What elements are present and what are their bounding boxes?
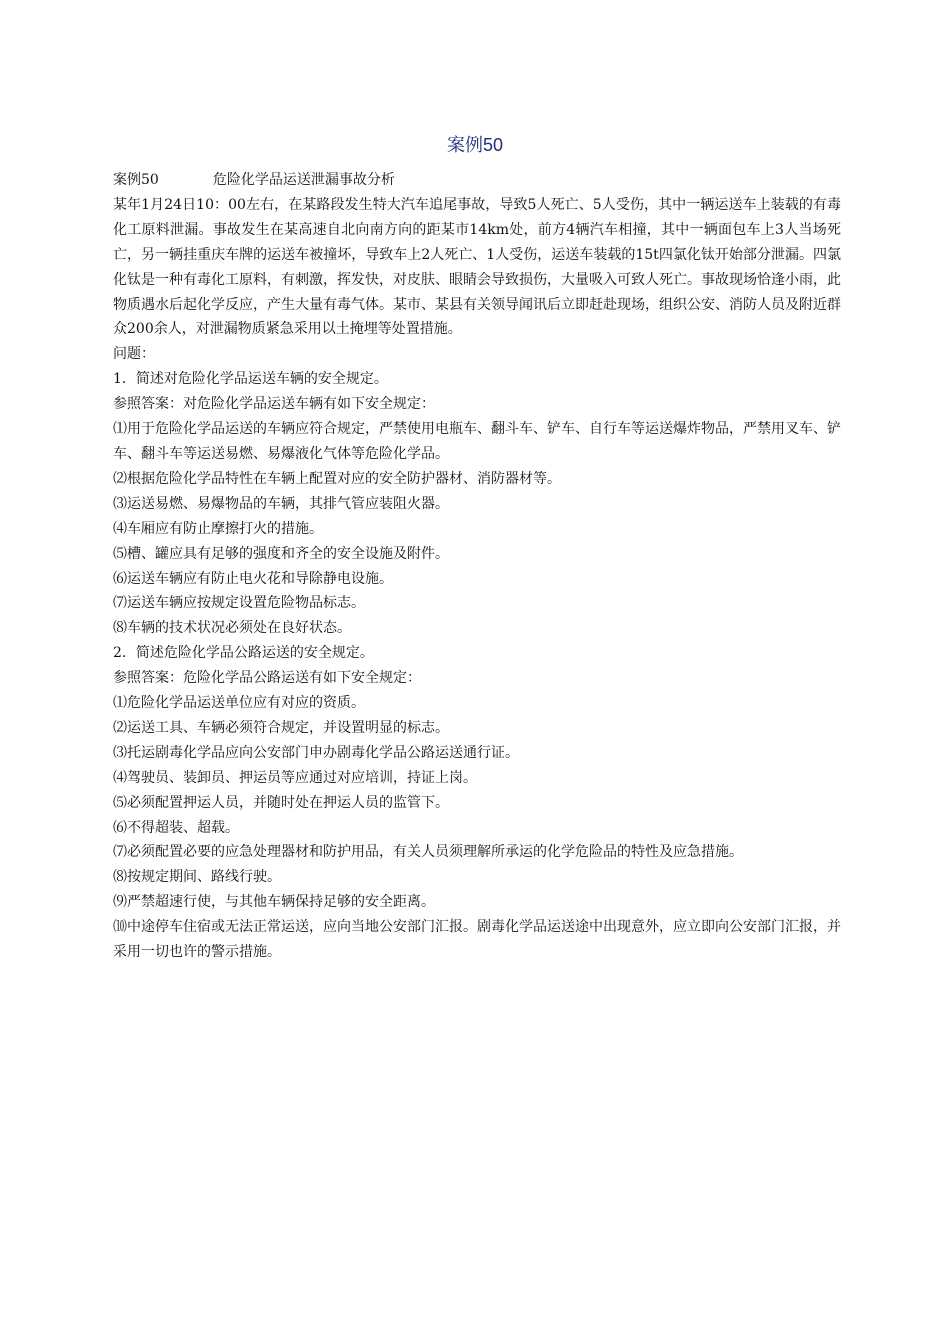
- answer-1-item: ⑷车厢应有防止摩擦打火的措施。: [113, 520, 323, 537]
- answer-1-item: ⑺运送车辆应按规定设置危险物品标志。: [113, 595, 365, 612]
- answer-2-item: ⑻按规定期间、路线行驶。: [113, 869, 281, 886]
- answer-2-item: ⑽中途停车住宿或无法正常运送，应向当地公安部门汇报。剧毒化学品运送途中出现意外，应立即向公安部门汇报，并采用一切也许的警示措施。: [113, 919, 841, 961]
- case-subtitle: [113, 168, 841, 193]
- questions-label: 问题：: [113, 346, 155, 363]
- answer-1-item: ⑴用于危险化学品运送的车辆应符合规定，严禁使用电瓶车、翻斗车、铲车、自行车等运送爆炸物品，严禁用叉车、铲车、翻斗车等运送易燃、易爆液化气体等危险化学品。: [113, 421, 841, 462]
- answer-2-item: ⑴危险化学品运送单位应有对应的资质。: [113, 695, 365, 712]
- answer-2-intro: 参照答案：危险化学品公路运送有如下安全规定：: [113, 670, 421, 687]
- answer-2-item: ⑷驾驶员、装卸员、押运员等应通过对应培训，持证上岗。: [113, 769, 477, 786]
- question-1: 1．简述对危险化学品运送车辆的安全规定。: [113, 371, 388, 388]
- document-title: 案例50: [446, 135, 504, 155]
- answer-1-item: ⑶运送易燃、易爆物品的车辆，其排气管应装阻火器。: [113, 495, 449, 512]
- answer-1-intro: 参照答案：对危险化学品运送车辆有如下安全规定：: [113, 396, 435, 413]
- answer-1-item: ⑸槽、罐应具有足够的强度和齐全的安全设施及附件。: [113, 545, 449, 562]
- answer-2-item: ⑺必须配置必要的应急处理器材和防护用品，有关人员须理解所承运的化学危险品的特性及应急措施。: [113, 844, 743, 861]
- question-2: 2．简述危险化学品公路运送的安全规定。: [113, 645, 374, 662]
- case-label: 案例50: [113, 172, 159, 188]
- answer-1-item: ⑹运送车辆应有防止电火花和导除静电设施。: [113, 570, 393, 587]
- answer-2-item: ⑼严禁超速行使，与其他车辆保持足够的安全距离。: [113, 894, 435, 911]
- case-heading: 危险化学品运送泄漏事故分析: [212, 172, 395, 188]
- answer-2-item: ⑹不得超装、超载。: [113, 819, 239, 836]
- intro-paragraph: 某年1月24日10：00左右，在某路段发生特大汽车追尾事故，导致5人死亡、5人受伤，其中一辆运送车上装载的有毒化工原料泄漏。事故发生在某高速自北向南方向的距某市14km处，前方4辆汽车相撞，其中一辆面包车上3人当场死亡，另一辆挂重庆车牌的运送车被撞坏，导致车上2人死亡、1人受伤，运送车装载的15t四氯化钛开始部分泄漏。四氯化钛是一种有毒化工原料，有刺激，挥发快，对皮肤、眼睛会导致损伤，大量吸入可致人死亡。事故现场恰逢小雨，此物质遇水后起化学反应，产生大量有毒气体。某市、某县有关领导闻讯后立即赶赴现场，组织公安、消防人员及附近群众200余人，对泄漏物质紧急采用以土掩埋等处置措施。: [113, 196, 841, 338]
- answer-1-item: ⑻车辆的技术状况必须处在良好状态。: [113, 620, 351, 637]
- answer-2-item: ⑸必须配置押运人员，并随时处在押运人员的监管下。: [113, 794, 449, 811]
- document-body: [113, 168, 841, 965]
- answer-2-item: ⑵运送工具、车辆必须符合规定，并设置明显的标志。: [113, 719, 449, 736]
- answer-1-item: ⑵根据危险化学品特性在车辆上配置对应的安全防护器材、消防器材等。: [113, 470, 561, 487]
- answer-2-item: ⑶托运剧毒化学品应向公安部门申办剧毒化学品公路运送通行证。: [113, 744, 519, 761]
